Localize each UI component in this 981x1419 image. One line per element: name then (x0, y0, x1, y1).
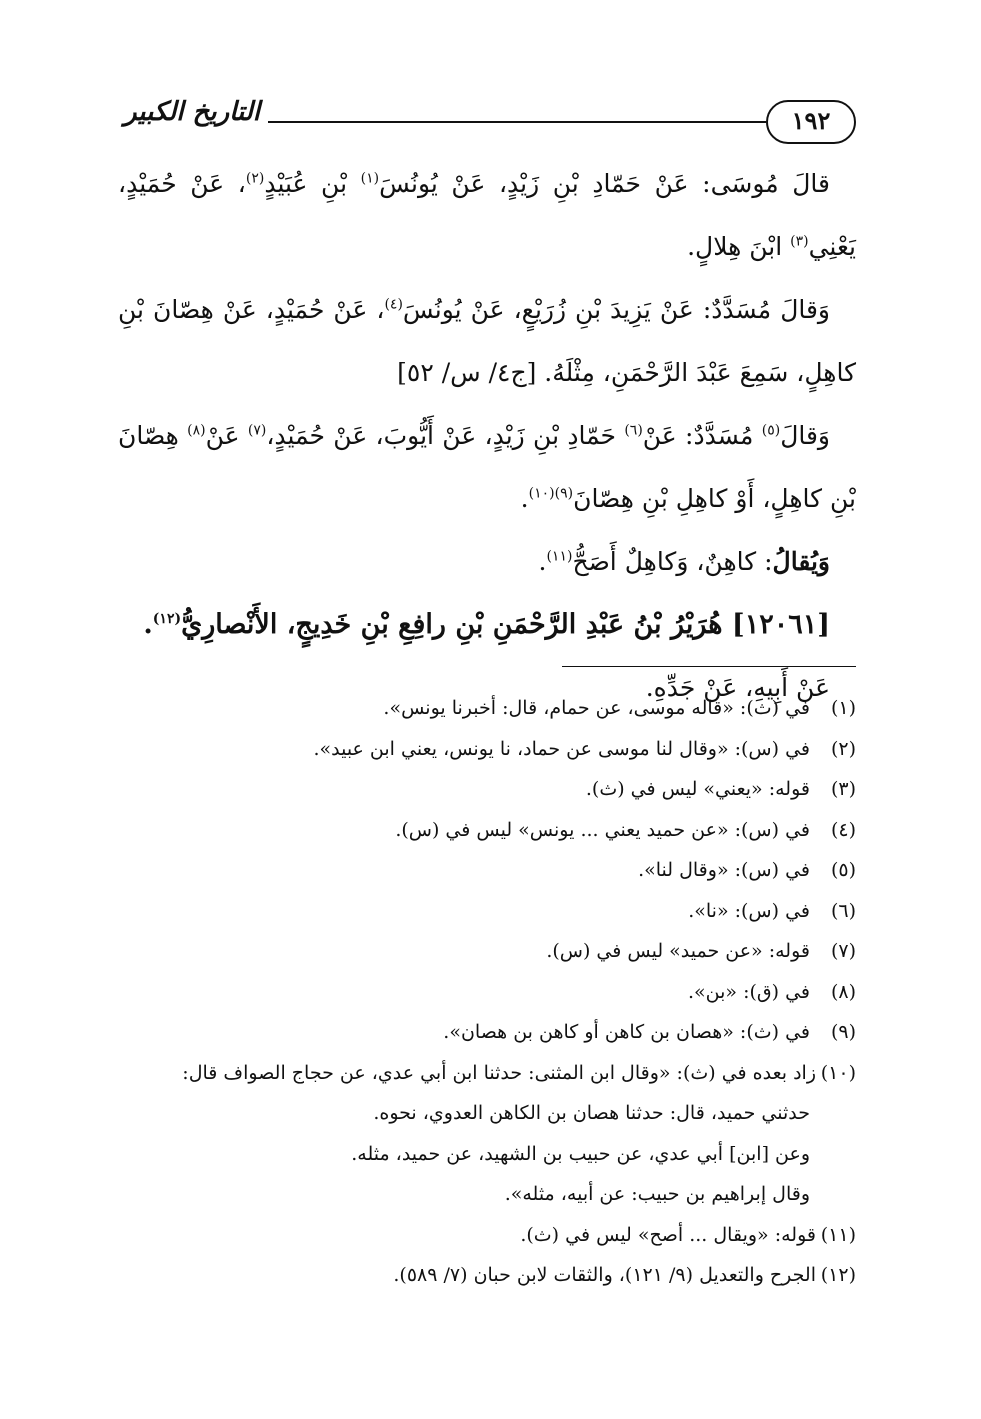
footnote (118, 931, 856, 972)
footnote-ref[interactable]: (٢) (245, 170, 265, 187)
text-run: وَقالَ مُسَدَّدٌ: عَنْ يَزِيدَ بْنِ زُرَيْعٍ، عَنْ يُونُسَ (402, 295, 831, 324)
text-run: قالَ مُوسَى: عَنْ حَمّادِ بْنِ زَيْدٍ، عَنْ يُونُسَ (379, 169, 830, 198)
footnotes (118, 688, 856, 1296)
footnote-ref[interactable]: (٤) (384, 296, 403, 313)
footnote-number: (٩) (830, 1021, 856, 1043)
footnote-number: (٧) (830, 940, 856, 962)
footnote-ref[interactable]: (١٢) (152, 611, 182, 627)
footnote-ref[interactable]: (٧) (247, 422, 267, 439)
text-run: بْنِ عُبَيْدٍ (264, 169, 361, 198)
footnote-text: في (س): «وقال لنا». (638, 859, 810, 881)
footnote-text: في (ق): «بن». (687, 980, 810, 1003)
footnote-number: (١١) (820, 1223, 856, 1246)
paragraph-4 (118, 530, 856, 593)
footnote (118, 1255, 856, 1296)
footnote (118, 850, 856, 891)
footnote-ref[interactable]: (١١) (546, 548, 573, 565)
text-run: . (538, 547, 547, 576)
footnote-ref[interactable]: (٥) (761, 422, 781, 439)
footnote (118, 688, 856, 729)
text-run: ، عَنْ حُمَيْدٍ، عَنْ هِصّانَ بْنِ كاهِلٍ، سَمِعَ عَبْدَ الرَّحْمَنِ، مِثْلَهُ. [ج٤/ س/ ٥٢] (118, 295, 856, 387)
entry-heading (118, 593, 856, 656)
footnote-number: (٣) (830, 778, 856, 800)
text-run: حَمّادِ بْنِ زَيْدٍ، عَنْ أَيُّوبَ، عَنْ حُمَيْدٍ، (266, 421, 625, 450)
text-run: . (520, 484, 529, 513)
footnote (118, 1215, 856, 1256)
running-header (118, 88, 856, 152)
paragraph-2 (118, 278, 856, 404)
footnote-number: (١٠) (820, 1061, 856, 1084)
footnote (118, 810, 856, 851)
text-run: عَنْ أَبِيهِ، عَنْ جَدِّهِ. (645, 673, 830, 702)
text-run: . (143, 609, 153, 640)
footnote-text: في (س): «نا». (688, 899, 810, 922)
footnote (118, 891, 856, 932)
footnote-ref[interactable]: (٨) (187, 422, 206, 439)
footnote-text: في (س): «عن حميد يعني ... يونس» ليس في (س). (395, 818, 810, 841)
footnote-number: (٨) (830, 980, 856, 1003)
header-rule (268, 121, 766, 123)
footnote-text: قوله: «يعني» ليس في (ث). (585, 778, 810, 800)
footnote-ref[interactable]: (٦) (624, 422, 643, 439)
entry-title: [١٢٠٦١] هُرَيْرُ بْنُ عَبْدِ الرَّحْمَنِ بْنِ رافِعِ بْنِ خَدِيجٍ، الأَنْصارِيُّ (181, 609, 830, 640)
footnote-ref[interactable]: (٩)(١٠) (528, 485, 574, 502)
footnote (118, 769, 856, 810)
footnote-separator (562, 666, 856, 667)
footnote-number: (١٢) (820, 1264, 856, 1286)
footnote-continuation: حدثني حميد، قال: حدثنا هصان بن الكاهن العدوي، نحوه. (373, 1102, 810, 1124)
footnote (118, 1053, 856, 1094)
footnote-continuation: وعن [ابن] أبي عدي، عن حبيب بن الشهيد، عن حميد، مثله. (351, 1142, 810, 1165)
footnote-text: زاد بعده في (ث): «وقال ابن المثنى: حدثنا ابن أبي عدي، عن حجاج الصواف قال: (182, 1061, 816, 1084)
book-title: التاريخ الكبير (123, 97, 261, 127)
paragraph-3 (118, 404, 856, 530)
text-run: ، عَنْ حُمَيْدٍ، يَعْنِي (118, 169, 856, 261)
footnote (118, 1012, 856, 1053)
footnote-number: (٤) (830, 818, 856, 841)
footnote-ref[interactable]: (١) (360, 170, 380, 187)
footnote-number: (١) (830, 697, 856, 719)
paragraph-1 (118, 152, 856, 278)
text-run: وَقالَ (780, 421, 830, 450)
footnote-text: في (ث): «قاله موسى، عن حمام، قال: أخبرنا يونس». (383, 697, 810, 719)
text-run: هِصّانَ بْنِ كاهِلٍ، أَوْ كاهِلِ بْنِ هِصّانَ (118, 421, 856, 513)
footnote (118, 729, 856, 770)
footnote-text: في (س): «وقال لنا موسى عن حماد، نا يونس، يعني ابن عبيد». (313, 737, 810, 760)
footnote-number: (٥) (830, 859, 856, 881)
text-run: مُسَدَّدٌ: عَنْ (642, 421, 762, 450)
footnote-continuation: وقال إبراهيم بن حبيب: عن أبيه، مثله». (504, 1183, 810, 1205)
footnote-number: (٢) (830, 737, 856, 760)
footnote-text: في (ث): «هصان بن كاهن أو كاهن بن هصان». (443, 1021, 810, 1043)
footnote-text: قوله: «عن حميد» ليس في (س). (546, 940, 810, 962)
footnote-text: الجرح والتعديل (٩/ ١٢١)، والثقات لابن حبان (٧/ ٥٨٩). (393, 1264, 816, 1286)
keyword-run: وَيُقالُ (772, 547, 830, 576)
text-run: ابْنَ هِلالٍ. (687, 232, 791, 261)
footnote (118, 972, 856, 1013)
text-run: عَنْ (205, 421, 248, 450)
footnote-text: قوله: «ويقال ... أصح» ليس في (ث). (520, 1223, 816, 1246)
footnote-number: (٦) (830, 899, 856, 922)
footnote-ref[interactable]: (٣) (790, 233, 809, 250)
text-run: : كاهِنٌ، وَكاهِلٌ أَصَحُّ (572, 547, 773, 576)
main-text (118, 152, 856, 719)
page-number: ١٩٢ (766, 100, 856, 144)
